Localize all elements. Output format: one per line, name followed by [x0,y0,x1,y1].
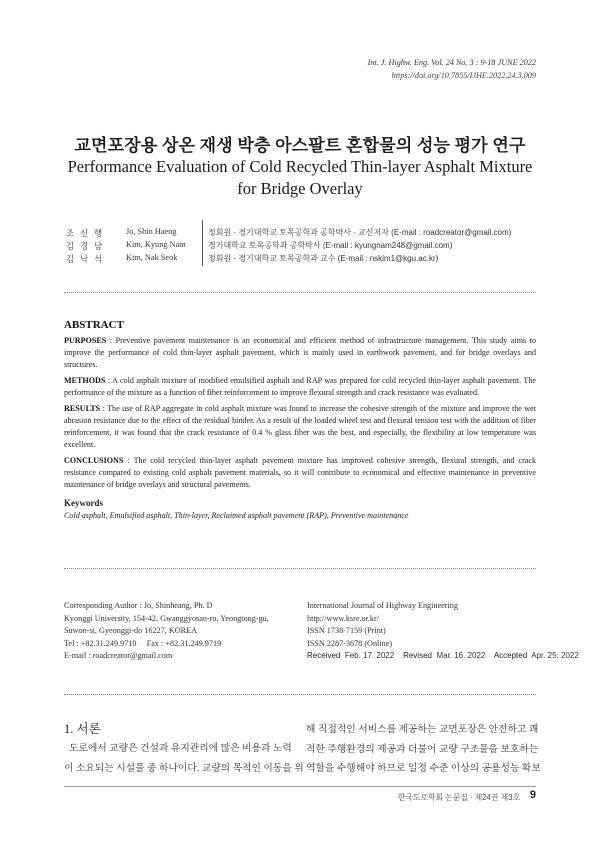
results-text: : The use of RAP aggregate in cold asphalt mixture was found to increase the cohesive strength of the mixture and improve the wet abrasion resistance due to the effect of the residual binder. As a result of the loaded wheel test and flexural tension test with the addition of fiber reinforcement, it was found that the crack resistance of 0.4 % glass fiber was the best, and especially, the flexibility at low temperature was excellent. [64,404,536,449]
author-name-english: Jo, Shin Haeng [126,227,177,236]
article-dates [307,650,579,663]
page-number: 9 [529,789,536,801]
corr-email[interactable]: E-mail : roadcreator@gmail.com [64,651,173,661]
abstract-methods [64,375,536,399]
body-column-right [306,720,541,779]
abstract-heading: ABSTRACT [64,319,124,331]
author-name-korean: 김 경 남 [66,242,105,251]
section-divider [64,568,536,569]
corr-author: Corresponding Author : Jo, Shinheang, Ph. D [64,601,213,610]
author-affiliation: 정회원 · 경기대학교 토목공학과 교수 (E-mail : nskim1@kgu.ac.kr) [208,254,439,263]
body-line: 적한 주행환경의 제공과 더불어 교량 구조물을 보호하는 [306,743,539,755]
publication-info-block [307,600,579,663]
author-name-korean: 김 낙 석 [66,255,105,264]
title-english: Performance Evaluation of Cold Recycled Thin-layer Asphalt Mixture for Bridge Overlay [67,157,533,198]
author-name-english: Kim, Kyung Nam [126,240,186,249]
purposes-label: PURPOSES [64,336,107,345]
section-divider [64,292,536,293]
section-divider [64,694,536,695]
footer-journal: 한국도로학회 논문집 · 제24권 제3호 [397,793,520,802]
journal-url[interactable]: http://www.ksre.or.kr/ [307,613,380,623]
results-label: RESULTS [64,404,101,413]
abstract-results [64,403,536,451]
issn-print: ISSN 1738-7159 (Print) [307,626,386,636]
abstract-conclusions [64,455,536,491]
footer-rule [64,786,536,787]
revised-date: Mar. 16. 2022 [436,651,486,661]
keywords-list: Cold asphalt, Emulsified asphalt, Thin-layer, Reclaimed asphalt pavement (RAP), Preventive maintenance [64,511,409,520]
author-affiliation: 정회원 · 경기대학교 토목공학과 공학박사 · 교신저자 (E-mail : roadcreator@gmail.com) [208,228,512,237]
issn-online: ISSN 2287-3678 (Online) [307,638,393,648]
accepted-label: Accepted [493,651,528,661]
accepted-date: Apr. 25. 2022 [531,651,579,661]
received-date: Feb. 17. 2022 [344,651,395,661]
body-line: 해 직접적인 서비스를 제공하는 교면포장은 안전하고 쾌 [306,724,539,735]
corr-address-2: Suwon-si, Gyeonggi-do 16227, KOREA [64,626,198,636]
journal-header [368,56,536,82]
author-affiliation: 경기대학교 토목공학과 공학박사 (E-mail : kyungnam248@gmail.com) [208,241,453,250]
purposes-text: : Preventive pavement maintenance is an economical and efficient method of infrastructure management. This study aims to improve the performance of cold thin-layer asphalt pavement, which is mainly used in earthwork pavement, and for bridge overlays and structures. [64,336,536,369]
author-divider [202,220,203,266]
title-korean: 교면포장용 상온 재생 박층 아스팔트 혼합물의 성능 평가 연구 [74,136,526,155]
abstract-section [64,319,536,522]
journal-name: International Journal of Highway Engineering [307,601,458,610]
conclusions-text: : The cold recycled thin-layer asphalt pavement mixture has improved cohesive strength, flexural strength, and crack resistance compared to existing cold asphalt pavement materials, so it will contribute to economical and effective maintenance in preventive maintenance of bridge overlays and structural pavements. [64,456,536,489]
methods-text: : A cold asphalt mixture of modified emulsified asphalt and RAP was prepared for cold recycled thin-layer asphalt pavement. The performance of the mixture as a function of fiber reinforcement to improve flexural strength and crack resistance was evaluated. [64,376,536,397]
author-name-english: Kim, Nak Seok [126,253,178,262]
body-column-left [64,739,304,778]
doi-link[interactable]: https://doi.org/10.7855/IJHE.2022.24.3.009 [391,71,536,80]
author-name-korean: 조 신 행 [66,229,105,238]
journal-citation: Int. J. Highw. Eng. Vol. 24 No. 3 : 9-18 JUNE 2022 [367,58,536,67]
body-line: 역할을 수행해야 하므로 일정 수준 이상의 공용성능 확보 [306,763,541,774]
abstract-purposes [64,335,536,371]
corr-phone: Tel : +82.31.249.9710 Fax : +82.31.249.9719 [64,638,222,648]
corr-address-1: Kyonggi University, 154-42, Gwanggyosan-ro, Yeongtong-gu, [64,613,269,623]
body-line: 도로에서 교량은 건설과 유지관리에 많은 비용과 노력 [64,743,292,754]
section-heading: 1. 서론 [64,722,101,736]
body-line: 이 소요되는 시설물 중 하나이다. 교량의 목적인 이동을 위 [64,762,304,774]
methods-label: METHODS [64,376,106,385]
revised-label: Revised [403,651,432,661]
received-label: Received [307,651,341,661]
corresponding-author-block [64,600,269,663]
conclusions-label: CONCLUSIONS [64,456,124,465]
keywords-heading: Keywords [64,498,103,508]
